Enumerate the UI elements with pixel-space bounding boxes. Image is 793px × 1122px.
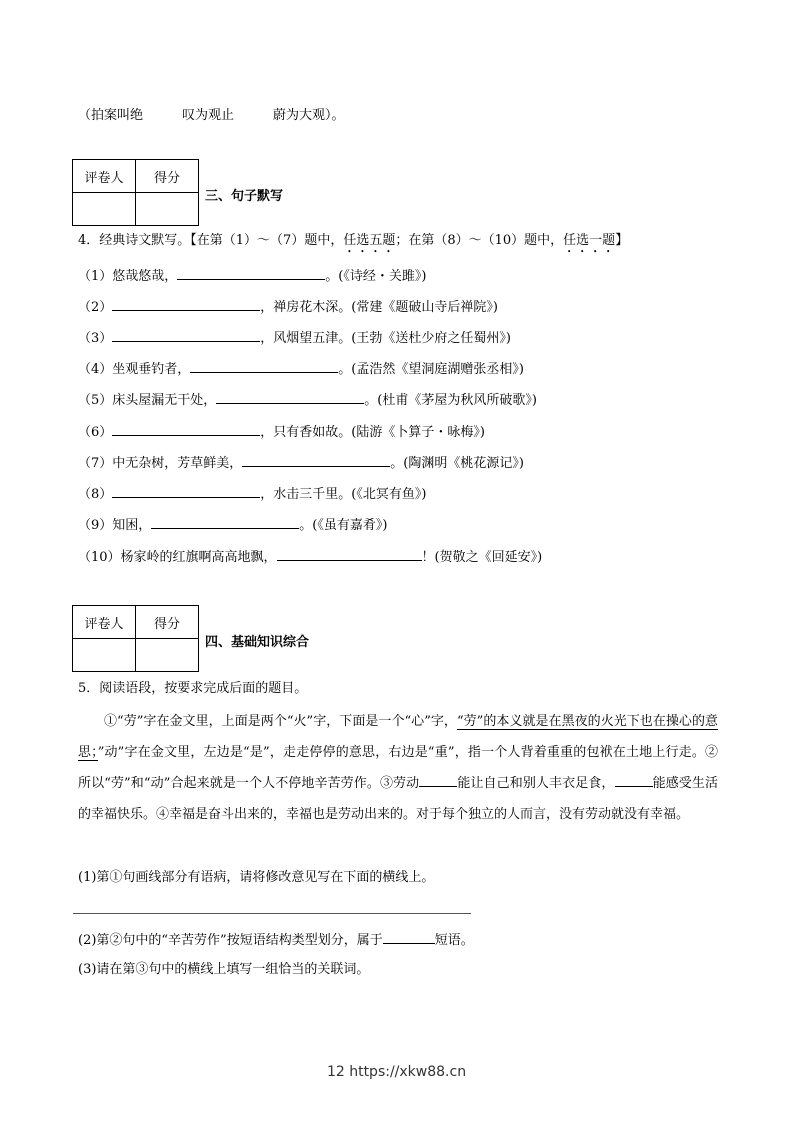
answer-blank[interactable] [112,485,260,498]
emphasis-choose-five: 任选五题 [343,233,396,248]
poem-item-9: （9）知困， 。(《虽有嘉肴》) [78,518,388,533]
passage-blank-1[interactable] [419,774,457,787]
score-box-section-4 [72,605,199,672]
poem-item-2: （2） ，禅房花木深。(常建《题破山寺后禅院》) [78,300,498,315]
section-4-title: 四、基础知识综合 [205,635,310,650]
answer-blank[interactable] [277,548,422,561]
page-footer: 12 https://xkw88.cn [326,1064,467,1080]
score-box-reviewer-cell [73,639,136,672]
score-box-score-label: 得分 [136,160,199,193]
answer-blank[interactable] [151,516,299,529]
answer-blank[interactable] [112,298,260,311]
poem-item-4: （4）坐观垂钓者， 。(孟浩然《望洞庭湖赠张丞相》) [78,362,524,377]
top-options-line: （拍案叫绝 叹为观止 蔚为大观）。 [78,108,345,123]
answer-blank[interactable] [112,329,260,342]
score-box-reviewer-cell [73,193,136,226]
score-box-score-cell [136,193,199,226]
poem-item-5: （5）床头屋漏无干处， 。(杜甫《茅屋为秋风所破歌》) [78,393,537,408]
answer-blank[interactable] [242,454,390,467]
poem-item-3: （3） ，风烟望五津。(王勃《送杜少府之任蜀州》) [78,331,511,346]
answer-blank[interactable] [177,267,325,280]
answer-blank[interactable] [190,360,338,373]
reading-passage: ①“劳”字在金文里，上面是两个“火”字，下面是一个“心”字，“劳”的本义就是在黑夜的火光下也在操心的意思；”动”字在金文里，左边是“是”，走走停停的意思，右边是“重”，指一个人背着重重的包袱在土地上行走。②所以“劳”和“动”合起来就是一个人不停地辛苦劳作。③劳动 能让自己和别人丰衣足食， 能感受生活的幸福快乐。④幸福是奋斗出来的，幸福也是劳动出来的。对于每个独立的人而言，没有劳动就没有幸福。 [78,714,718,822]
score-box-score-label: 得分 [136,606,199,639]
poem-item-1: （1）悠哉悠哉， 。(《诗经・关雎》) [78,269,427,284]
answer-line[interactable] [73,913,471,914]
sub-question-1: (1)第①句画线部分有语病，请将修改意见写在下面的横线上。 [78,870,435,885]
poem-item-6: （6） ，只有香如故。(陆游《卜算子・咏梅》) [78,425,485,440]
answer-blank[interactable] [112,423,260,436]
passage-blank-2[interactable] [615,774,653,787]
poem-item-7: （7）中无杂树，芳草鲜美， 。(陶渊明《桃花源记》) [78,456,524,471]
question-5-prompt: 5．阅读语段，按要求完成后面的题目。 [78,681,308,696]
underlined-sentence: “劳”的本义就是在黑夜的火光下也在操心的意思； [78,714,718,760]
emphasis-choose-one: 任选一题 [563,233,616,248]
score-box-reviewer-label: 评卷人 [73,160,136,193]
score-box-score-cell [136,639,199,672]
poem-item-8: （8） ，水击三千里。(《北冥有鱼》) [78,487,427,502]
sub-question-2: (2)第②句中的“辛苦劳作”按短语结构类型划分，属于 短语。 [78,933,474,948]
score-box-section-3 [72,159,199,226]
section-3-title: 三、句子默写 [205,189,284,204]
score-box-reviewer-label: 评卷人 [73,606,136,639]
poem-item-10: （10）杨家岭的红旗啊高高地飘， ！(贺敬之《回延安》) [78,550,543,565]
sub-question-3: (3)请在第③句中的横线上填写一组恰当的关联词。 [78,962,370,977]
question-4-prompt: 4．经典诗文默写。【在第（1）～（7）题中，任选五题；在第（8）～（10）题中，任选一题】 [78,233,629,248]
answer-blank[interactable] [216,391,364,404]
answer-blank[interactable] [383,931,435,944]
